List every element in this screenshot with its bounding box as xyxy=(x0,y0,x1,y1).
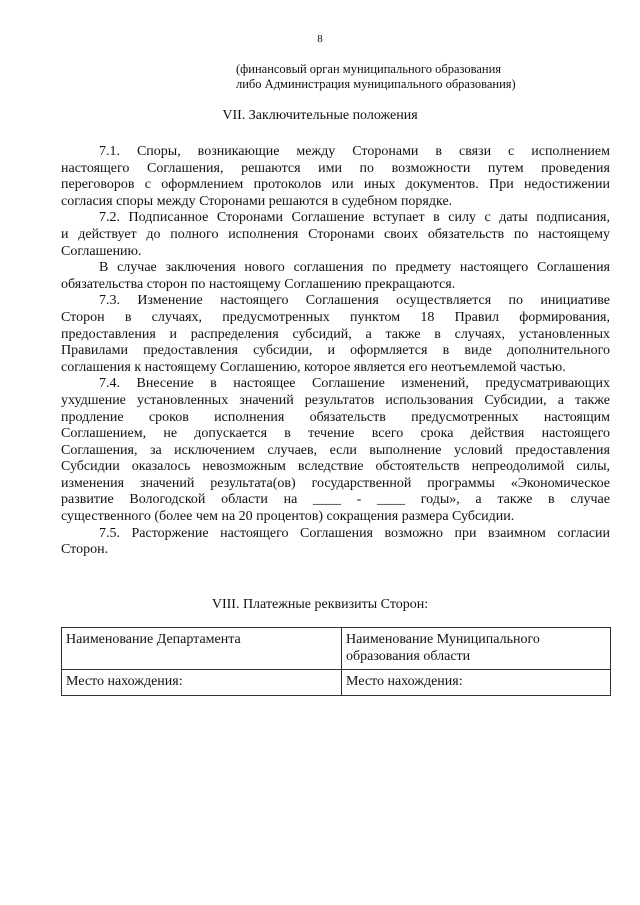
paragraph-line: Соглашению. xyxy=(61,243,142,259)
paragraph-line: Соглашения, за исключением случаев, если выполнение условий предоставления xyxy=(61,442,610,458)
paragraph-line: ухудшение установленных значений результатов использования Субсидии, а также xyxy=(61,392,610,408)
paragraph-line: 7.1. Споры, возникающие между Сторонами в связи с исполнением xyxy=(99,144,610,159)
paragraph-line: Соглашением, не допускается в течение всего срока действия настоящего xyxy=(61,426,610,442)
paragraph-line: соглашения к настоящему Соглашению, которое является его неотъемлемой частью. xyxy=(61,359,566,375)
paragraph-7-3 xyxy=(61,293,610,376)
table-cell: Место нахождения: xyxy=(342,670,611,696)
paragraph-line: существенного (более чем на 20 процентов) сокращения размера Субсидии. xyxy=(61,509,515,525)
paragraph-line: и действует до полного исполнения Сторонами своих обязательств по настоящему xyxy=(61,226,610,242)
page-number: 8 xyxy=(317,33,323,45)
paragraph-line: Правилами предоставления субсидии, и оформляется в виде дополнительного xyxy=(61,343,610,359)
paragraph-line: изменения значений результата(ов) государственной программы «Экономическое xyxy=(61,475,610,491)
paragraph-7-2-continued xyxy=(61,260,610,293)
paragraph-line: согласия споры между Сторонами решаются в судебном порядке. xyxy=(61,193,453,209)
paragraph-7-2 xyxy=(61,210,610,260)
paragraph-line: настоящего Соглашения, решаются ими по возможности путем проведения xyxy=(61,160,610,176)
table-cell: Наименование Департамента xyxy=(62,628,342,670)
signatory-note-line: (финансовый орган муниципального образования xyxy=(236,62,502,76)
paragraph-line: Сторон. xyxy=(61,542,109,558)
section-8-title: VIII. Платежные реквизиты Сторон: xyxy=(211,597,429,612)
table-row xyxy=(62,628,611,670)
paragraph-line: 7.3. Изменение настоящего Соглашения осуществляется по инициативе xyxy=(99,293,610,309)
paragraph-line: развитие Вологодской области на ____ - ____ годы», а также в случае xyxy=(61,492,610,508)
paragraph-line: 7.2. Подписанное Сторонами Соглашение вступает в силу с даты подписания, xyxy=(99,210,610,226)
signatory-note xyxy=(236,62,516,92)
table-row xyxy=(62,670,611,696)
paragraph-line: предоставления и распределения субсидий, а также в случаях, установленных xyxy=(61,326,610,342)
paragraph-7-5 xyxy=(61,526,610,559)
section-7-body xyxy=(61,144,610,559)
paragraph-7-4 xyxy=(61,376,610,525)
paragraph-7-1 xyxy=(61,144,610,210)
paragraph-line: переговоров с оформлением протоколов или иных документов. При недостижении xyxy=(61,177,610,193)
section-7-title: VII. Заключительные положения xyxy=(222,108,418,123)
paragraph-line: В случае заключения нового соглашения по предмету настоящего Соглашения xyxy=(99,260,610,276)
paragraph-line: 7.5. Расторжение настоящего Соглашения возможно при взаимном согласии xyxy=(99,525,610,541)
paragraph-line: 7.4. Внесение в настоящее Соглашение изменений, предусматривающих xyxy=(99,376,610,392)
paragraph-line: продление сроков исполнения обязательств предусмотренных настоящим xyxy=(61,409,610,425)
paragraph-line: Субсидии оказалось невозможным вследствие обстоятельств непреодолимой силы, xyxy=(61,459,610,475)
requisites-table xyxy=(61,627,611,696)
table-cell: Место нахождения: xyxy=(62,670,342,696)
signatory-note-line: либо Администрация муниципального образования) xyxy=(236,77,516,91)
table-cell: Наименование Муниципального образования области xyxy=(342,628,611,670)
paragraph-line: обязательства сторон по настоящему Соглашению прекращаются. xyxy=(61,276,456,292)
paragraph-line: Сторон в случаях, предусмотренных пунктом 18 Правил формирования, xyxy=(61,309,610,325)
